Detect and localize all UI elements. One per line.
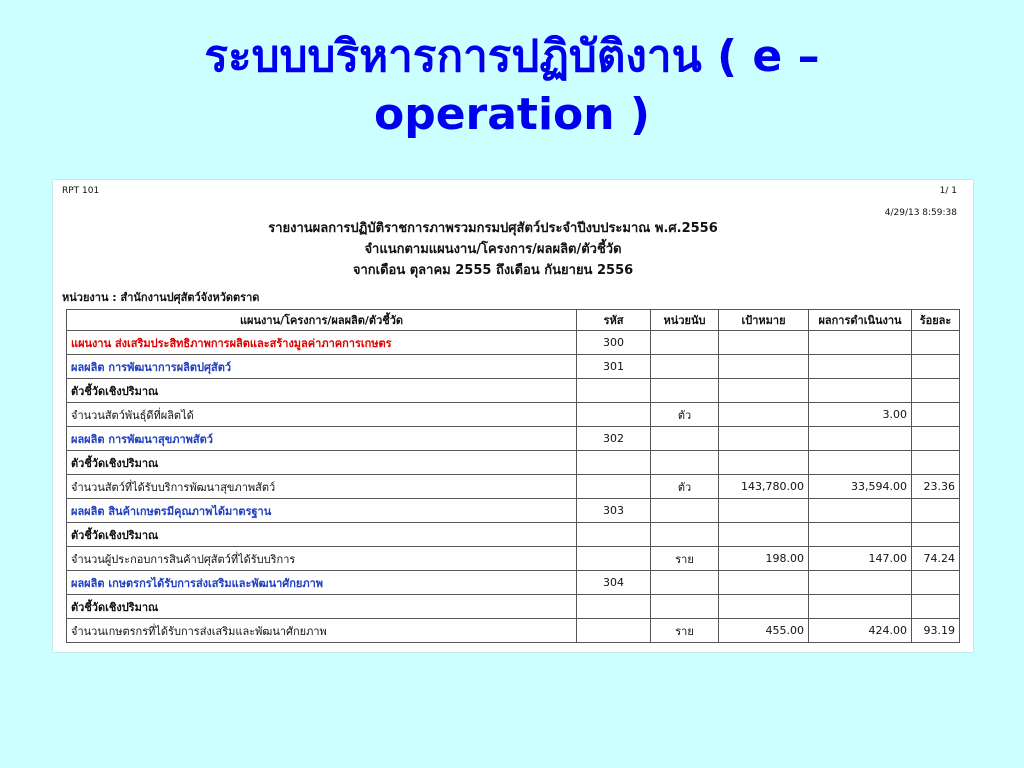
report-table (66, 309, 960, 643)
cell-code (577, 451, 651, 475)
cell-percent (912, 427, 960, 451)
cell-code: 302 (577, 427, 651, 451)
cell-code: 301 (577, 355, 651, 379)
cell-unit (651, 499, 719, 523)
cell-name: แผนงาน ส่งเสริมประสิทธิภาพการผลิตและสร้างมูลค่าภาคการเกษตร (67, 331, 577, 355)
cell-target (719, 499, 809, 523)
cell-name: จำนวนผู้ประกอบการสินค้าปศุสัตว์ที่ได้รับบริการ (67, 547, 577, 571)
table-row (67, 571, 960, 595)
cell-target (719, 427, 809, 451)
cell-target (719, 331, 809, 355)
cell-percent: 23.36 (912, 475, 960, 499)
table-row (67, 427, 960, 451)
report-heading-line-2: จำแนกตามแผนงาน/โครงการ/ผลผลิต/ตัวชี้วัด (364, 242, 622, 257)
table-row (67, 475, 960, 499)
header-percent: ร้อยละ (912, 310, 960, 331)
cell-result (809, 427, 912, 451)
cell-target: 198.00 (719, 547, 809, 571)
cell-code: 300 (577, 331, 651, 355)
cell-name: ตัวชี้วัดเชิงปริมาณ (67, 451, 577, 475)
cell-target (719, 523, 809, 547)
cell-result: 147.00 (809, 547, 912, 571)
cell-unit: ตัว (651, 475, 719, 499)
table-row (67, 619, 960, 643)
cell-unit: ราย (651, 547, 719, 571)
cell-percent (912, 595, 960, 619)
cell-percent (912, 571, 960, 595)
slide-title-line-1: ระบบบริหารการปฏิบัติงาน ( e – (204, 31, 820, 82)
cell-unit (651, 571, 719, 595)
header-plan: แผนงาน/โครงการ/ผลผลิต/ตัวชี้วัด (67, 310, 577, 331)
report-heading (203, 218, 783, 281)
cell-target: 143,780.00 (719, 475, 809, 499)
cell-percent (912, 451, 960, 475)
cell-unit (651, 523, 719, 547)
table-row (67, 403, 960, 427)
table-row (67, 499, 960, 523)
cell-result (809, 571, 912, 595)
cell-unit: ราย (651, 619, 719, 643)
header-result: ผลการดำเนินงาน (809, 310, 912, 331)
cell-code (577, 403, 651, 427)
cell-result (809, 379, 912, 403)
slide-title-line-2: operation ) (373, 89, 651, 140)
cell-unit: ตัว (651, 403, 719, 427)
cell-result (809, 451, 912, 475)
cell-unit (651, 595, 719, 619)
report-page-number: 1/ 1 (939, 186, 957, 196)
cell-unit (651, 427, 719, 451)
cell-percent (912, 499, 960, 523)
cell-result: 33,594.00 (809, 475, 912, 499)
cell-unit (651, 355, 719, 379)
cell-name: จำนวนสัตว์ที่ได้รับบริการพัฒนาสุขภาพสัตว์ (67, 475, 577, 499)
cell-target (719, 595, 809, 619)
header-unit: หน่วยนับ (651, 310, 719, 331)
cell-code (577, 595, 651, 619)
cell-name: ผลผลิต การพัฒนาการผลิตปศุสัตว์ (67, 355, 577, 379)
cell-name: ผลผลิต การพัฒนาสุขภาพสัตว์ (67, 427, 577, 451)
cell-name: จำนวนเกษตรกรที่ได้รับการส่งเสริมและพัฒนาศักยภาพ (67, 619, 577, 643)
cell-target (719, 571, 809, 595)
cell-target (719, 451, 809, 475)
cell-code: 303 (577, 499, 651, 523)
cell-code (577, 523, 651, 547)
cell-unit (651, 379, 719, 403)
cell-result (809, 523, 912, 547)
cell-target (719, 379, 809, 403)
table-row (67, 331, 960, 355)
cell-percent (912, 403, 960, 427)
cell-unit (651, 451, 719, 475)
cell-result: 3.00 (809, 403, 912, 427)
cell-code: 304 (577, 571, 651, 595)
cell-code (577, 547, 651, 571)
cell-name: ผลผลิต สินค้าเกษตรมีคุณภาพได้มาตรฐาน (67, 499, 577, 523)
cell-name: ผลผลิต เกษตรกรได้รับการส่งเสริมและพัฒนาศักยภาพ (67, 571, 577, 595)
report-code: RPT 101 (62, 186, 100, 196)
table-body (67, 331, 960, 643)
cell-name: ตัวชี้วัดเชิงปริมาณ (67, 523, 577, 547)
cell-result (809, 331, 912, 355)
report-datetime: 4/29/13 8:59:38 (884, 208, 957, 218)
cell-result (809, 595, 912, 619)
cell-unit (651, 331, 719, 355)
report-heading-line-1: รายงานผลการปฏิบัติราชการภาพรวมกรมปศุสัตว์ประจำปีงบประมาณ พ.ศ.2556 (268, 221, 718, 236)
table-row (67, 547, 960, 571)
table-row (67, 451, 960, 475)
cell-target: 455.00 (719, 619, 809, 643)
cell-name: จำนวนสัตว์พันธุ์ดีที่ผลิตได้ (67, 403, 577, 427)
cell-name: ตัวชี้วัดเชิงปริมาณ (67, 379, 577, 403)
cell-percent: 74.24 (912, 547, 960, 571)
table-row (67, 355, 960, 379)
report-image (53, 180, 973, 652)
cell-target (719, 403, 809, 427)
cell-result (809, 355, 912, 379)
slide-title (40, 28, 984, 144)
header-code: รหัส (577, 310, 651, 331)
cell-result: 424.00 (809, 619, 912, 643)
table-row (67, 379, 960, 403)
header-target: เป้าหมาย (719, 310, 809, 331)
table-header-row (67, 310, 960, 331)
cell-code (577, 379, 651, 403)
cell-percent (912, 331, 960, 355)
cell-percent (912, 355, 960, 379)
report-heading-line-3: จากเดือน ตุลาคม 2555 ถึงเดือน กันยายน 2556 (352, 263, 634, 278)
table-row (67, 595, 960, 619)
cell-result (809, 499, 912, 523)
cell-percent: 93.19 (912, 619, 960, 643)
cell-target (719, 355, 809, 379)
table-row (67, 523, 960, 547)
cell-name: ตัวชี้วัดเชิงปริมาณ (67, 595, 577, 619)
cell-code (577, 475, 651, 499)
cell-code (577, 619, 651, 643)
cell-percent (912, 523, 960, 547)
report-agency: หน่วยงาน : สำนักงานปศุสัตว์จังหวัดตราด (62, 291, 260, 304)
cell-percent (912, 379, 960, 403)
